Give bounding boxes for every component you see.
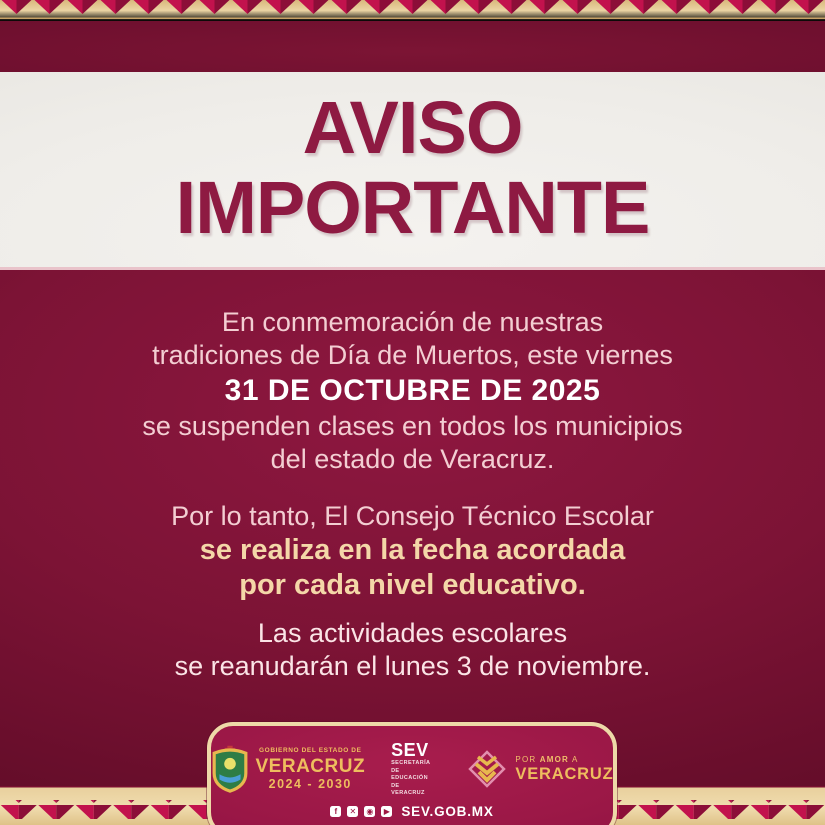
- p1-line3: se suspenden clases en todos los municipios: [142, 411, 683, 441]
- paragraph-reanudacion: [0, 617, 825, 683]
- youtube-icon: [381, 806, 392, 817]
- sev-acronym-label: SEV: [391, 740, 429, 760]
- paragraph-suspension: [0, 306, 825, 476]
- slogan-top-line: [515, 756, 578, 764]
- veracruz-emblem-icon: [465, 747, 509, 791]
- facebook-glyph: f: [334, 806, 338, 816]
- p2-line1: Por lo tanto, El Consejo Técnico Escolar: [171, 501, 654, 531]
- slogan-veracruz-label: VERACRUZ: [515, 764, 614, 783]
- website-row: [229, 804, 595, 819]
- x-icon: [347, 806, 358, 817]
- footer-panel: [207, 722, 617, 825]
- logos-row: [229, 740, 614, 797]
- veracruz-government-logo: [211, 745, 366, 793]
- slogan-amor: AMOR: [539, 754, 570, 764]
- gov-small-label: GOBIERNO DEL ESTADO DE: [259, 747, 362, 754]
- por-amor-a-veracruz-logo: [465, 747, 613, 791]
- website-url: SEV.GOB.MX: [401, 804, 494, 819]
- facebook-icon: [330, 806, 341, 817]
- p1-date: 31 DE OCTUBRE DE 2025: [224, 374, 601, 407]
- title-line-2: IMPORTANTE: [175, 166, 650, 249]
- title-band: [0, 72, 825, 270]
- slogan-text: [515, 756, 613, 783]
- top-maroon-band: [0, 21, 825, 72]
- sev-logo: [391, 741, 430, 797]
- p1-line2: tradiciones de Día de Muertos, este viernes: [152, 340, 673, 370]
- notice-body: [0, 270, 825, 786]
- aztec-border-top-icon: [0, 0, 825, 21]
- p1-line1: En conmemoración de nuestras: [221, 307, 604, 337]
- title-line-1: AVISO: [302, 86, 523, 169]
- instagram-icon: [364, 806, 375, 817]
- sev-sub-line1: SECRETARÍA: [391, 760, 431, 766]
- youtube-glyph: ▶: [383, 806, 390, 816]
- p3-line1: Las actividades escolares: [257, 618, 568, 648]
- x-glyph: ✕: [349, 806, 357, 816]
- gov-text: [256, 748, 366, 790]
- p1-line4: del estado de Veracruz.: [270, 444, 555, 474]
- paragraph-consejo-tecnico: [0, 500, 825, 603]
- p3-line2: se reanudarán el lunes 3 de noviembre.: [174, 651, 651, 681]
- sev-sub-line2: DE EDUCACIÓN: [391, 768, 428, 781]
- slogan-por: POR: [515, 754, 537, 764]
- p2-bold2: por cada nivel educativo.: [239, 569, 586, 601]
- page-title: [176, 72, 650, 248]
- slogan-a: A: [572, 754, 579, 764]
- instagram-glyph: ◉: [366, 806, 374, 816]
- gov-period-label: 2024 - 2030: [268, 776, 352, 791]
- gov-name-label: VERACRUZ: [255, 755, 366, 777]
- sev-sub-line3: DE VERACRUZ: [391, 783, 425, 796]
- veracruz-coat-of-arms-icon: [211, 745, 249, 793]
- p2-bold1: se realiza en la fecha acordada: [199, 534, 626, 566]
